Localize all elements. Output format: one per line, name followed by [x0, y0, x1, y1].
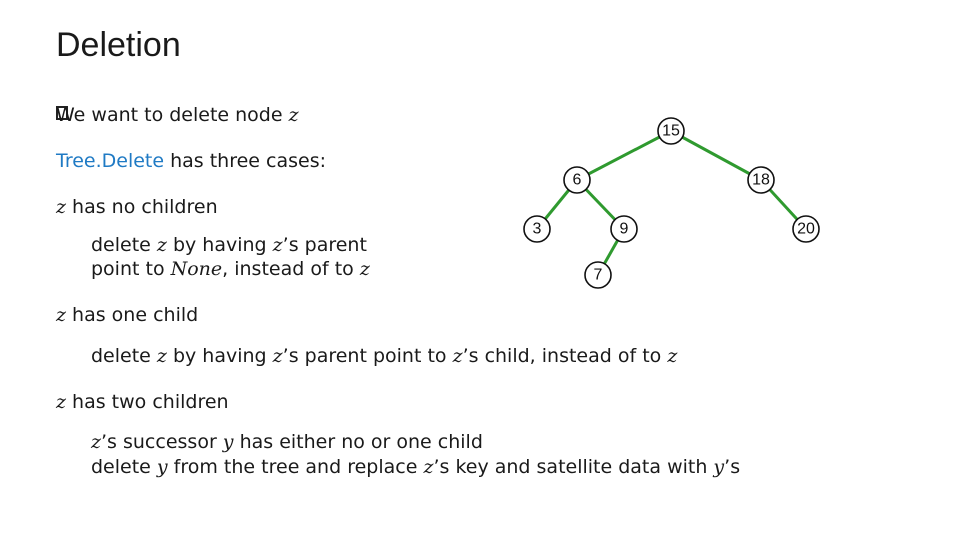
var-z: z [56, 304, 67, 326]
var-none: None [170, 258, 223, 280]
var-y: y [713, 456, 725, 478]
var-z: z [272, 345, 283, 367]
text-run: , instead of to [222, 258, 360, 280]
tree-node-key: 3 [532, 220, 542, 238]
text-run: delete [91, 456, 157, 478]
tree-node-key: 20 [797, 220, 815, 238]
tree-node-key: 6 [572, 171, 582, 189]
tree-node [658, 118, 684, 144]
tree-node [748, 167, 774, 193]
var-z: z [288, 104, 299, 126]
slide-title: Deletion [56, 26, 181, 64]
text-run: from the tree and replace [167, 456, 424, 478]
tree-node [793, 216, 819, 242]
tree-node-key: 18 [752, 171, 770, 189]
var-z: z [359, 258, 370, 280]
var-z: z [272, 234, 283, 256]
text-run: by having [166, 234, 273, 256]
text-run: point to [91, 258, 171, 280]
tree-node-key: 7 [593, 266, 603, 284]
var-z: z [56, 196, 67, 218]
text-run: ’s parent point to [282, 345, 453, 367]
var-z: z [91, 431, 102, 453]
text-run: by having [166, 345, 273, 367]
var-y: y [156, 456, 168, 478]
var-z: z [156, 345, 167, 367]
tree-node-key: 15 [662, 122, 680, 140]
text-run: ’s key and satellite data with [433, 456, 714, 478]
var-z: z [156, 234, 167, 256]
var-y: y [222, 431, 234, 453]
case2-heading-text: has one child [66, 304, 199, 326]
tree-node [524, 216, 550, 242]
case3-heading-text: has two children [66, 391, 229, 413]
tree-edge [577, 131, 671, 180]
text-run: has either no or one child [233, 431, 483, 453]
cases-intro-text: has three cases: [164, 150, 327, 172]
text-run: ’s parent [282, 234, 367, 256]
case1-heading-text: has no children [66, 196, 218, 218]
text-run: ’s [724, 456, 741, 478]
text-run: ’s child, instead of to [462, 345, 668, 367]
intro-text: We want to delete node [56, 104, 289, 126]
tree-edge [671, 131, 761, 180]
tree-node [611, 216, 637, 242]
tree-delete-keyword: Tree.Delete [56, 150, 165, 172]
text-run: ’s successor [101, 431, 223, 453]
tree-node-key: 9 [619, 220, 629, 238]
var-z: z [667, 345, 678, 367]
tree-node [564, 167, 590, 193]
var-z: z [423, 456, 434, 478]
var-z: z [56, 391, 67, 413]
var-z: z [452, 345, 463, 367]
tree-node [585, 262, 611, 288]
text-run: delete [91, 234, 157, 256]
text-run: delete [91, 345, 157, 367]
